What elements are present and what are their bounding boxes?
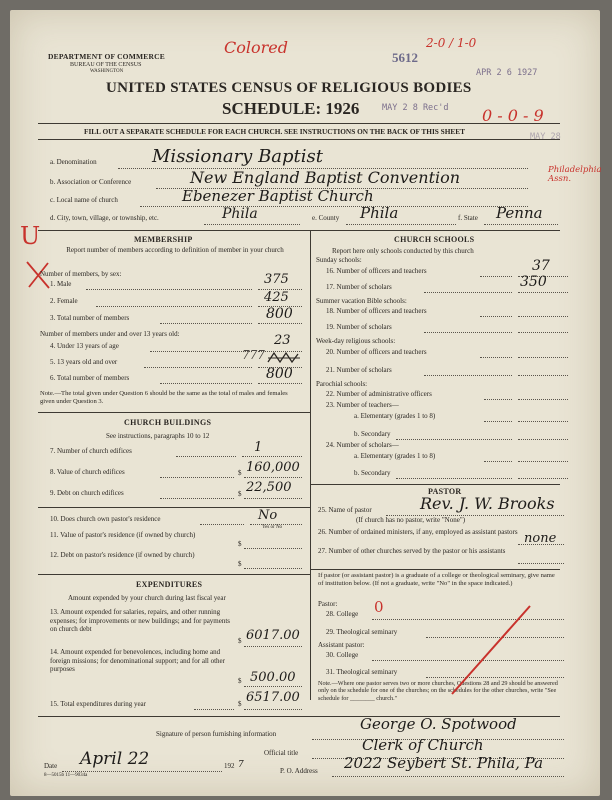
q3-label: 3. Total number of members — [50, 314, 130, 322]
signature-label: Signature of person furnishing information — [156, 730, 277, 738]
margin-u-mark: U — [20, 222, 41, 250]
q4-label: 4. Under 13 years of age — [50, 342, 119, 350]
q14-label: 14. Amount expended for benevolences, including home and foreign missions; for denominational support; and for all other purposes — [50, 648, 225, 673]
graduate-note: If pastor (or assistant pastor) is a graduate of a college or theological seminary, give name of institution below. (If not a graduate, write "No" in the space indicated.) — [318, 572, 555, 587]
parochial-label: Parochial schools: — [316, 380, 368, 388]
q17-label: 17. Number of scholars — [326, 283, 392, 291]
schedule-number: 5612 — [392, 50, 418, 65]
q15-label: 15. Total expenditures during year — [50, 700, 146, 708]
q12-label: 12. Debt on pastor's residence (if owned by church) — [50, 551, 195, 559]
address-label: P. O. Address — [280, 767, 318, 775]
membership-heading: MEMBERSHIP — [134, 235, 193, 244]
q20-label: 20. Number of officers and teachers — [326, 348, 427, 356]
city-value: Phila — [222, 206, 258, 222]
red-cancel-slash — [446, 602, 536, 698]
bureau-name: BUREAU OF THE CENSUS — [70, 62, 142, 68]
address-value: 2022 Seybert St. Phila, Pa — [344, 754, 544, 772]
membership-intro: Report number of members according to definition of member in your church — [66, 246, 284, 254]
q6-label: 6. Total number of members — [50, 374, 130, 382]
form-number: 8—5015b 11—9034a — [44, 773, 88, 778]
q24-label: 24. Number of scholars— — [326, 441, 399, 449]
schedule-title: SCHEDULE: 1926 — [222, 99, 360, 118]
signature-value: George O. Spotwood — [360, 715, 517, 733]
official-title-label: Official title — [264, 749, 299, 757]
denomination-label: a. Denomination — [50, 158, 97, 166]
q5-label: 5. 13 years old and over — [50, 358, 118, 366]
association-label: b. Association or Conference — [50, 178, 132, 186]
year-prefix: 192 — [224, 762, 235, 770]
instruction-line: FILL OUT A SEPARATE SCHEDULE FOR EACH CHURCH. SEE INSTRUCTIONS ON THE BACK OF THIS SHEET — [84, 127, 466, 136]
church-name-label: c. Local name of church — [50, 196, 118, 204]
q19-label: 19. Number of scholars — [326, 323, 392, 331]
q8-label: 8. Value of church edifices — [50, 468, 125, 476]
q3-value: 800 — [266, 306, 293, 322]
q11-label: 11. Value of pastor's residence (if owned by church) — [50, 531, 196, 539]
q26-label: 26. Number of ordained ministers, if any, employed as assistant pastors — [318, 528, 518, 536]
official-title-value: Clerk of Church — [362, 736, 484, 754]
q27-label: 27. Number of other churches served by the pastor or his assistants — [318, 547, 506, 555]
q5-value: 777 — [242, 348, 265, 362]
red-association-note: Philadelphia Assn. — [548, 165, 602, 184]
q10-value: No — [258, 508, 278, 523]
q24b-label: b. Secondary — [354, 469, 391, 477]
city-name: WASHINGTON — [90, 69, 124, 74]
pastor-name-value: Rev. J. W. Brooks — [420, 494, 555, 513]
q23-label: 23. Number of teachers— — [326, 401, 399, 409]
summer-label: Summer vacation Bible schools: — [316, 297, 407, 305]
q2-value: 425 — [264, 290, 289, 305]
received-stamp-may: MAY 2 8 Rec'd — [382, 103, 449, 113]
q7-label: 7. Number of church edifices — [50, 447, 132, 455]
buildings-sub: See instructions, paragraphs 10 to 12 — [106, 432, 210, 440]
yes-no-hint: Yes or No — [262, 525, 283, 530]
date-value: April 22 — [80, 749, 150, 769]
county-value: Phila — [360, 204, 399, 222]
q1-label: 1. Male — [50, 280, 72, 288]
q1-value: 375 — [264, 272, 289, 287]
assistant-sublabel: Assistant pastor: — [318, 641, 365, 649]
church-name-value: Ebenezer Baptist Church — [182, 187, 374, 205]
pastor-none-note: (If church has no pastor, write "None") — [356, 516, 466, 524]
q4-value: 23 — [274, 333, 291, 348]
q24a-label: a. Elementary (grades 1 to 8) — [354, 452, 436, 460]
year-value: 7 — [238, 760, 244, 770]
by-sex-label: Number of members, by sex: — [40, 270, 122, 278]
red-code: 0 - 0 - 9 — [482, 106, 544, 125]
q28-label: 28. College — [326, 610, 359, 618]
schedule-sheet: DEPARTMENT OF COMMERCE BUREAU OF THE CENSUS WASHINGTON Colored 5612 2-0 / 1-0 APR 2 6 1927 UNITED STATES CENSUS OF RELIGIOUS BODIES SCHEDULE: 1926 MAY 2 8 Rec'd 0 - 0 - 9 MAY 28 FILL OUT A SEPARATE SCHEDULE FOR EACH CHURCH. SEE INSTRUCTIONS ON THE BACK OF THIS SHEET a. Denomination Missionary Baptist b. Association or Conference New England Baptist Convention Philadelphia Assn. c. Local name of church Ebenezer Baptist Church d. City, town, village, or township, etc. Phila e. County Phila f. State Penna U MEMBERSHIP Report number of members according to definition of member in your church Number of members, by sex: 1. Male 375 2. Female 425 3. Total number of members 800 Number of members under and over 13 years old: 4. Under 13 years of age 23 5. 13 years old and over 777 6. Total number of members 800 Note.—The total given under Question 6 should be the same as the total of males and females given under Question 3. CHURCH BUILDINGS See instructions, paragraphs 10 to 12 7. Number of church edifices 1 8. Value of church edifices $ 160,000 9. Debt on church edifices $ 22,500 10. Does church own pastor's residence No Yes or No 11. Value of pastor's residence (if owned by church) $ 12. Debt on pastor's residence (if owned by church) $ EXPENDITURES Amount expended by your church during last fiscal year 13. Amount expended for salaries, repairs, and other running expenses; for improvements or new buildings; and for payments on church debt $ 6017.00 14. Amount expended for benevolences, including home and foreign missions; for denominational support; and for all other purposes $ 500.00 15. Total expenditures during year $ 6517.00 CHURCH SCHOOLS Report here only schools conducted by this church Sunday schools: 16. Number of officers and teachers 37 17. Number of scholars 350 Summer vacation Bible schools: 18. Number of officers and teachers 19. Number of scholars Week-day religious schools: 20. Number of officers and teachers 21. Number of scholars Parochial schools: 22. Number of administrative officers 23. Number of teachers— a. Elementary (grades 1 to 8) b. Secondary 24. Number of scholars— a. Elementary (grades 1 to 8) b. Secondary PASTOR 25. Name of pastor Rev. J. W. Brooks (If church has no pastor, write "None") 26. Number of ordained ministers, if any, employed as assistant pastors 27. Number of other churches served by the pastor or his assistants none If pastor (or assistant pastor) is a graduate of a college or theological seminary, give name of institution below. (If not a graduate, write "No" in the space indicated.) Pastor: 28. College 0 29. Theological seminary Assistant pastor: 30. College 31. Theological seminary Note.—Where one pastor serves two or more churches, Questions 28 and 29 should be answered only on the schedule for one of the churches; on the schedules for the other churches, write "See schedule for ________ church." Signature of person furnishing information George O. Spotwood Official title Clerk of Church Date April 22 192 7 8—5015b 11—9034a P. O. Address 2022 Seybert St. Phila, Pa — [10, 10, 600, 796]
expenditures-heading: EXPENDITURES — [136, 580, 203, 589]
q31-label: 31. Theological seminary — [326, 668, 398, 676]
q29-label: 29. Theological seminary — [326, 628, 398, 636]
q6-value: 800 — [266, 366, 293, 382]
q15-value: 6517.00 — [246, 690, 300, 705]
q7-value: 1 — [254, 440, 263, 455]
q23b-label: b. Secondary — [354, 430, 391, 438]
q10-label: 10. Does church own pastor's residence — [50, 515, 161, 523]
q2-label: 2. Female — [50, 297, 78, 305]
q27-value: none — [524, 531, 557, 546]
colored-annotation: Colored — [224, 38, 288, 57]
schools-sub: Report here only schools conducted by this church — [332, 247, 474, 255]
q13-value: 6017.00 — [246, 628, 300, 643]
q21-label: 21. Number of scholars — [326, 366, 392, 374]
buildings-heading: CHURCH BUILDINGS — [124, 418, 212, 427]
received-stamp-apr: APR 2 6 1927 — [476, 68, 538, 78]
q25-label: 25. Name of pastor — [318, 506, 372, 514]
q13-label: 13. Amount expended for salaries, repairs, and other running expenses; for improvements or new buildings; and for payments on church debt — [50, 608, 231, 633]
struck-value-scribble — [266, 350, 302, 366]
department-name: DEPARTMENT OF COMMERCE — [48, 52, 165, 61]
pastor-sublabel: Pastor: — [318, 600, 338, 608]
membership-note: Note.—The total given under Question 6 should be the same as the total of males and females given under Question 3. — [40, 390, 288, 405]
pastor-heading: PASTOR — [428, 487, 462, 496]
form-title: UNITED STATES CENSUS OF RELIGIOUS BODIES — [106, 80, 472, 96]
weekday-label: Week-day religious schools: — [316, 337, 396, 345]
county-label: e. County — [312, 214, 340, 222]
state-value: Penna — [496, 204, 543, 222]
q18-label: 18. Number of officers and teachers — [326, 307, 427, 315]
q14-value: 500.00 — [250, 670, 296, 685]
denomination-value: Missionary Baptist — [152, 146, 324, 167]
schools-heading: CHURCH SCHOOLS — [394, 235, 475, 244]
q23a-label: a. Elementary (grades 1 to 8) — [354, 412, 436, 420]
q16-value: 37 — [532, 258, 550, 274]
q17-value: 350 — [520, 274, 547, 290]
association-value: New England Baptist Convention — [190, 168, 461, 187]
q28-value: 0 — [374, 598, 384, 616]
expenditures-sub: Amount expended by your church during last fiscal year — [68, 594, 226, 602]
q16-label: 16. Number of officers and teachers — [326, 267, 427, 275]
under-over-label: Number of members under and over 13 years old: — [40, 330, 180, 338]
q22-label: 22. Number of administrative officers — [326, 390, 432, 398]
pastor-note: Note.—Where one pastor serves two or more churches, Questions 28 and 29 should be answered only on the schedule for one of the churches; on the schedules for the other churches, write "See schedule for ________ church." — [318, 680, 558, 702]
q9-label: 9. Debt on church edifices — [50, 489, 124, 497]
faint-stamp: MAY 28 — [530, 132, 561, 142]
q30-label: 30. College — [326, 651, 359, 659]
q8-value: 160,000 — [246, 460, 300, 475]
schedule-number-note: 2-0 / 1-0 — [426, 36, 477, 50]
q9-value: 22,500 — [246, 480, 292, 495]
state-label: f. State — [458, 214, 478, 222]
city-label: d. City, town, village, or township, etc. — [50, 214, 159, 222]
sunday-label: Sunday schools: — [316, 256, 362, 264]
date-label: Date — [44, 762, 58, 770]
